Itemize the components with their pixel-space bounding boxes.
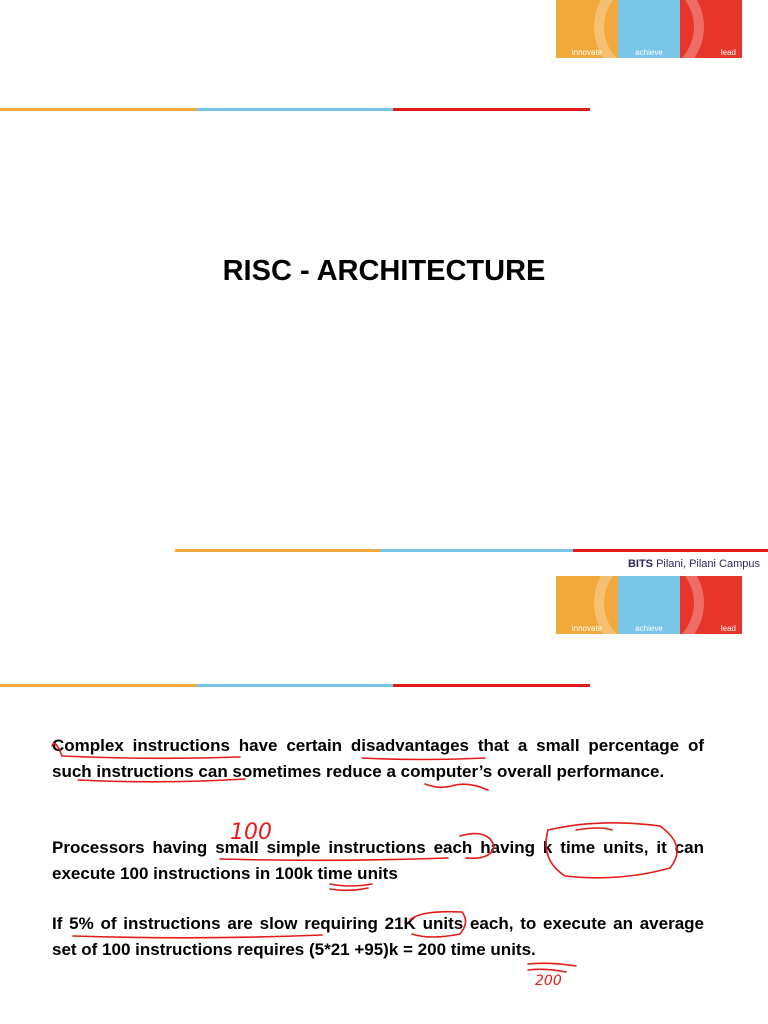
header-divider — [0, 684, 590, 687]
banner-word-lead: lead — [720, 624, 736, 633]
footer-divider — [175, 549, 768, 552]
campus-brand: BITS — [627, 558, 653, 570]
banner-word-innovate: innovate — [571, 624, 603, 633]
banner-word-achieve: achieve — [635, 624, 663, 633]
note-100: 100 — [230, 820, 272, 845]
note-200: 200 — [535, 973, 562, 989]
slide-title: RISC - ARCHITECTURE — [222, 255, 546, 287]
gear-icon — [594, 576, 704, 634]
paragraph-small-instructions: Processors having small simple instructions each having k time units, it can execute 100 instructions in 100k time units — [52, 838, 704, 883]
banner-word-achieve: achieve — [635, 48, 663, 57]
paragraph-slow-instructions: If 5% of instructions are slow requiring 21K units each, to execute an average set of 100 instructions requires (5*21 +95)k = 200 time units. — [52, 914, 704, 959]
campus-label — [628, 558, 760, 570]
brand-banner — [556, 576, 742, 634]
campus-name: Pilani, Pilani Campus — [656, 558, 760, 570]
banner-word-innovate: innovate — [571, 48, 603, 57]
paragraph-complex-instructions: Complex instructions have certain disadvantages that a small percentage of such instructions can sometimes reduce a computer’s overall performance. — [52, 736, 704, 781]
banner-word-lead: lead — [720, 48, 736, 57]
header-divider — [0, 108, 590, 111]
brand-banner — [556, 0, 742, 58]
gear-icon — [594, 0, 704, 58]
